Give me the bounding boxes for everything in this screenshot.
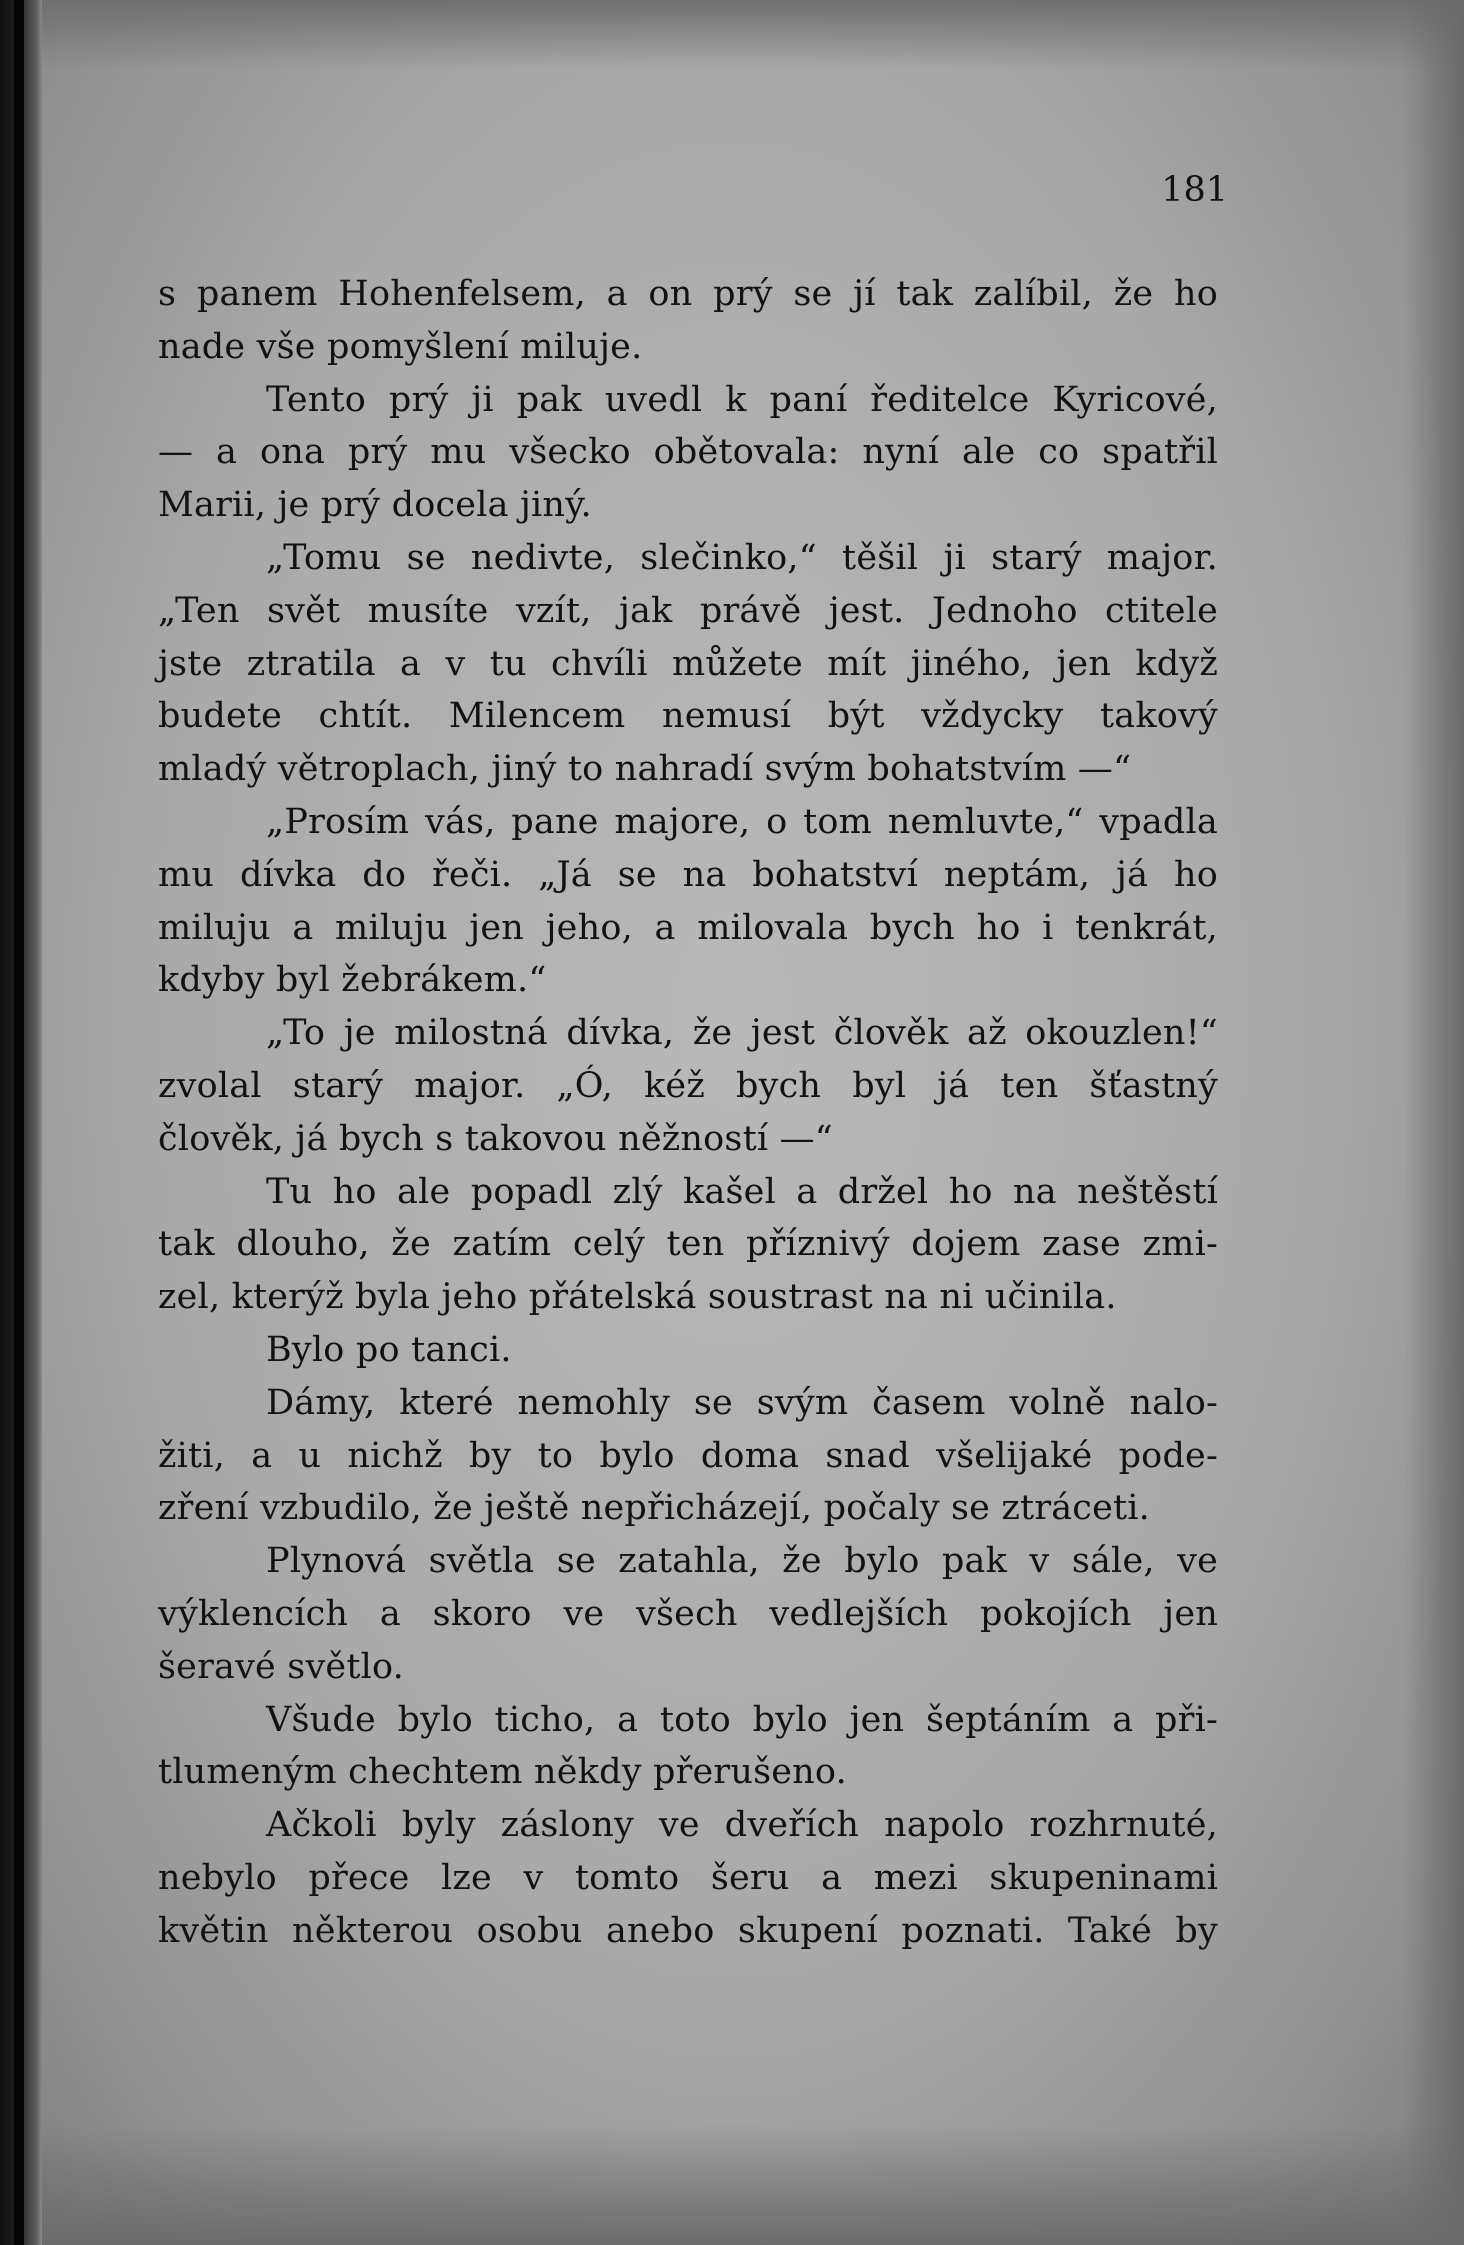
text-line: Ačkoli byly záslony ve dveřích napolo rozhrnuté, [266, 1805, 1218, 1846]
text-line: kdyby byl žebrákem.“ [158, 960, 547, 1001]
text-line: zvolal starý major. „Ó, kéž bych byl já ten šťastný [158, 1065, 1218, 1106]
text-line: mladý větroplach, jiný to nahradí svým bohatstvím —“ [158, 749, 1132, 790]
text-line: tlumeným chechtem někdy přerušeno. [158, 1752, 847, 1793]
text-line: zel, kterýž byla jeho přátelská soustrast na ni učinila. [158, 1277, 1117, 1318]
text-line: šeravé světlo. [158, 1646, 404, 1687]
text-line: „To je milostná dívka, že jest člověk až okouzlen!“ [266, 1013, 1218, 1054]
text-line: „Prosím vás, pane majore, o tom nemluvte,“ vpadla [266, 801, 1218, 842]
text-line: Bylo po tanci. [266, 1329, 512, 1370]
text-line: žiti, a u nichž by to bylo doma snad všelijaké pode- [158, 1435, 1218, 1476]
text-line: Všude bylo ticho, a toto bylo jen šeptáním a při- [266, 1699, 1218, 1740]
text-line: Tu ho ale popadl zlý kašel a držel ho na neštěstí [266, 1171, 1218, 1212]
binding-gutter-line [14, 0, 24, 2245]
text-line: tak dlouho, že zatím celý ten příznivý dojem zase zmi- [158, 1224, 1218, 1265]
text-line: „Tomu se nedivte, slečinko,“ těšil ji starý major. [266, 537, 1218, 578]
text-line: — a ona prý mu všecko obětovala: nyní ale co spatřil [158, 432, 1218, 473]
text-line: miluju a miluju jen jeho, a milovala bych ho i tenkrát, [158, 907, 1218, 948]
text-line: budete chtít. Milencem nemusí být vždycky takový [158, 696, 1218, 737]
text-line: nebylo přece lze v tomto šeru a mezi skupeninami [158, 1857, 1218, 1898]
page-shadow-top [42, 0, 1464, 70]
text-line: Tento prý ji pak uvedl k paní ředitelce Kyricové, [266, 379, 1218, 420]
body-text [158, 268, 1218, 1958]
page-number: 181 [1161, 170, 1228, 210]
text-line: zření vzbudilo, že ještě nepřicházejí, počaly se ztráceti. [158, 1488, 1151, 1529]
text-line: Marii, je prý docela jiný. [158, 485, 592, 526]
text-line: člověk, já bych s takovou něžností —“ [158, 1118, 833, 1159]
text-line: Plynová světla se zatahla, že bylo pak v sále, ve [266, 1541, 1218, 1582]
text-line: „Ten svět musíte vzít, jak právě jest. Jednoho ctitele [158, 590, 1218, 631]
text-line: květin některou osobu anebo skupení poznati. Také by [158, 1910, 1218, 1951]
text-line: výklencích a skoro ve všech vedlejších pokojích jen [158, 1593, 1218, 1634]
text-line: s panem Hohenfelsem, a on prý se jí tak zalíbil, že ho [158, 274, 1218, 314]
text-line: Dámy, které nemohly se svým časem volně nalo- [266, 1382, 1218, 1423]
page-shadow-bottom [42, 2125, 1464, 2245]
text-line: mu dívka do řeči. „Já se na bohatství neptám, já ho [158, 854, 1218, 895]
text-line: jste ztratila a v tu chvíli můžete mít jiného, jen když [158, 643, 1218, 684]
page-shadow-right [1404, 0, 1464, 2245]
text-line: nade vše pomyšlení miluje. [158, 326, 643, 367]
